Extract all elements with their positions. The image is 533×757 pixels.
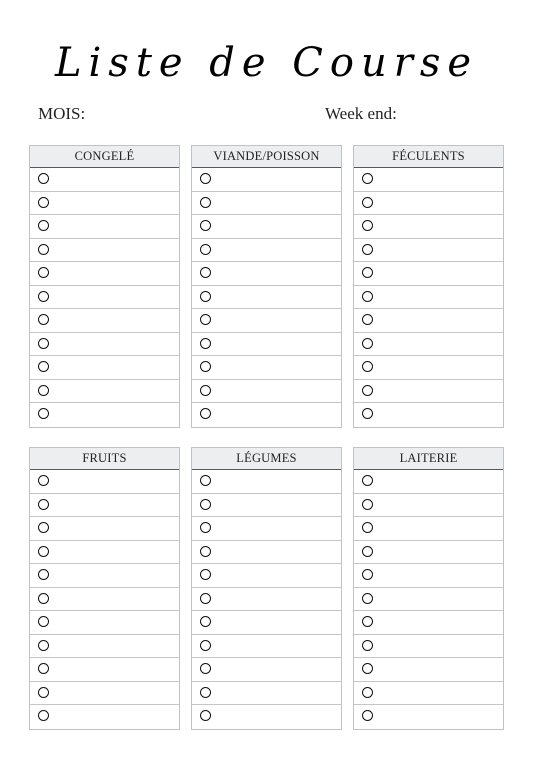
- checklist-row[interactable]: [354, 517, 503, 541]
- checkbox-circle-icon[interactable]: [38, 361, 49, 372]
- checklist-row[interactable]: [354, 682, 503, 706]
- checklist-row[interactable]: [192, 192, 341, 216]
- checklist-row[interactable]: [192, 333, 341, 357]
- checklist-row[interactable]: [30, 356, 179, 380]
- checkbox-circle-icon[interactable]: [38, 173, 49, 184]
- checklist-row[interactable]: [192, 564, 341, 588]
- checklist-legumes: [192, 470, 341, 729]
- checkbox-circle-icon[interactable]: [38, 197, 49, 208]
- checkbox-circle-icon[interactable]: [200, 267, 211, 278]
- checklist-row[interactable]: [30, 333, 179, 357]
- column-viande: [191, 145, 342, 428]
- checklist-row[interactable]: [30, 564, 179, 588]
- checklist-row[interactable]: [354, 494, 503, 518]
- checklist-row[interactable]: [192, 588, 341, 612]
- checkbox-circle-icon[interactable]: [38, 663, 49, 674]
- checklist-row[interactable]: [192, 541, 341, 565]
- checklist-row[interactable]: [192, 658, 341, 682]
- checklist-row[interactable]: [354, 564, 503, 588]
- checkbox-circle-icon[interactable]: [38, 569, 49, 580]
- checkbox-circle-icon[interactable]: [200, 244, 211, 255]
- checklist-row[interactable]: [30, 239, 179, 263]
- checkbox-circle-icon[interactable]: [38, 499, 49, 510]
- checkbox-circle-icon[interactable]: [362, 640, 373, 651]
- checkbox-circle-icon[interactable]: [362, 710, 373, 721]
- checkbox-circle-icon[interactable]: [362, 361, 373, 372]
- column-header-laiterie: LAITERIE: [354, 448, 503, 470]
- checklist-row[interactable]: [354, 168, 503, 192]
- checklist-row[interactable]: [354, 541, 503, 565]
- checkbox-circle-icon[interactable]: [38, 546, 49, 557]
- checklist-row[interactable]: [192, 635, 341, 659]
- checklist-row[interactable]: [354, 658, 503, 682]
- checkbox-circle-icon[interactable]: [38, 314, 49, 325]
- month-label: MOIS:: [38, 104, 86, 123]
- column-congele: [29, 145, 180, 428]
- checklist-row[interactable]: [30, 403, 179, 427]
- checklist-row[interactable]: [192, 611, 341, 635]
- column-header-fruits: FRUITS: [30, 448, 179, 470]
- checkbox-circle-icon[interactable]: [362, 408, 373, 419]
- checkbox-circle-icon[interactable]: [362, 663, 373, 674]
- checkbox-circle-icon[interactable]: [362, 338, 373, 349]
- checkbox-circle-icon[interactable]: [200, 220, 211, 231]
- checklist-row[interactable]: [192, 403, 341, 427]
- checkbox-circle-icon[interactable]: [200, 640, 211, 651]
- checklist-row[interactable]: [192, 494, 341, 518]
- checklist-row[interactable]: [192, 239, 341, 263]
- checklist-row[interactable]: [192, 309, 341, 333]
- checklist-row[interactable]: [354, 470, 503, 494]
- checkbox-circle-icon[interactable]: [362, 314, 373, 325]
- checklist-row[interactable]: [192, 517, 341, 541]
- checkbox-circle-icon[interactable]: [362, 569, 373, 580]
- checkbox-circle-icon[interactable]: [200, 687, 211, 698]
- checkbox-circle-icon[interactable]: [38, 291, 49, 302]
- column-legumes: [191, 447, 342, 730]
- checklist-row[interactable]: [192, 682, 341, 706]
- column-feculents: [353, 145, 504, 428]
- checkbox-circle-icon[interactable]: [38, 687, 49, 698]
- checkbox-circle-icon[interactable]: [200, 408, 211, 419]
- checklist-row[interactable]: [30, 470, 179, 494]
- checklist-row[interactable]: [30, 380, 179, 404]
- checkbox-circle-icon[interactable]: [362, 385, 373, 396]
- checkbox-circle-icon[interactable]: [38, 640, 49, 651]
- checkbox-circle-icon[interactable]: [362, 173, 373, 184]
- checkbox-circle-icon[interactable]: [362, 546, 373, 557]
- checklist-row[interactable]: [192, 470, 341, 494]
- checklist-row[interactable]: [30, 635, 179, 659]
- checklist-row[interactable]: [192, 705, 341, 729]
- checklist-row[interactable]: [192, 262, 341, 286]
- column-header-feculents: FÉCULENTS: [354, 146, 503, 168]
- checklist-row[interactable]: [354, 380, 503, 404]
- checklist-feculents: [354, 168, 503, 427]
- checklist-row[interactable]: [30, 494, 179, 518]
- checkbox-circle-icon[interactable]: [38, 616, 49, 627]
- checklist-row[interactable]: [354, 588, 503, 612]
- column-header-congele: CONGELÉ: [30, 146, 179, 168]
- week-label: Week end:: [325, 104, 397, 123]
- checkbox-circle-icon[interactable]: [200, 338, 211, 349]
- checklist-row[interactable]: [354, 705, 503, 729]
- checkbox-circle-icon[interactable]: [200, 291, 211, 302]
- checklist-row[interactable]: [30, 517, 179, 541]
- checklist-row[interactable]: [192, 356, 341, 380]
- checklist-row[interactable]: [30, 192, 179, 216]
- checklist-row[interactable]: [30, 286, 179, 310]
- checklist-row[interactable]: [192, 286, 341, 310]
- checkbox-circle-icon[interactable]: [200, 569, 211, 580]
- checkbox-circle-icon[interactable]: [200, 663, 211, 674]
- checkbox-circle-icon[interactable]: [200, 593, 211, 604]
- checkbox-circle-icon[interactable]: [38, 593, 49, 604]
- checkbox-circle-icon[interactable]: [362, 522, 373, 533]
- checkbox-circle-icon[interactable]: [200, 314, 211, 325]
- column-fruits: [29, 447, 180, 730]
- checklist-row[interactable]: [354, 215, 503, 239]
- checkbox-circle-icon[interactable]: [200, 546, 211, 557]
- checklist-row[interactable]: [354, 286, 503, 310]
- checklist-fruits: [30, 470, 179, 729]
- checklist-row[interactable]: [30, 541, 179, 565]
- checkbox-circle-icon[interactable]: [38, 338, 49, 349]
- checkbox-circle-icon[interactable]: [200, 197, 211, 208]
- checklist-row[interactable]: [30, 682, 179, 706]
- checkbox-circle-icon[interactable]: [38, 244, 49, 255]
- checkbox-circle-icon[interactable]: [200, 361, 211, 372]
- checklist-row[interactable]: [30, 309, 179, 333]
- checkbox-circle-icon[interactable]: [38, 710, 49, 721]
- checkbox-circle-icon[interactable]: [362, 244, 373, 255]
- checklist-viande: [192, 168, 341, 427]
- checkbox-circle-icon[interactable]: [38, 475, 49, 486]
- checkbox-circle-icon[interactable]: [362, 687, 373, 698]
- checklist-row[interactable]: [30, 168, 179, 192]
- checkbox-circle-icon[interactable]: [362, 593, 373, 604]
- checklist-row[interactable]: [30, 611, 179, 635]
- checklist-row[interactable]: [354, 635, 503, 659]
- checkbox-circle-icon[interactable]: [200, 173, 211, 184]
- checkbox-circle-icon[interactable]: [362, 616, 373, 627]
- checklist-row[interactable]: [354, 239, 503, 263]
- checklist-row[interactable]: [354, 333, 503, 357]
- checkbox-circle-icon[interactable]: [38, 220, 49, 231]
- column-header-viande: VIANDE/POISSON: [192, 146, 341, 168]
- checklist-congele: [30, 168, 179, 427]
- checklist-row[interactable]: [30, 705, 179, 729]
- checklist-row[interactable]: [30, 262, 179, 286]
- checkbox-circle-icon[interactable]: [200, 616, 211, 627]
- checklist-row[interactable]: [354, 192, 503, 216]
- checkbox-circle-icon[interactable]: [38, 267, 49, 278]
- checklist-row[interactable]: [30, 658, 179, 682]
- checklist-row[interactable]: [192, 215, 341, 239]
- checklist-row[interactable]: [354, 356, 503, 380]
- checkbox-circle-icon[interactable]: [200, 385, 211, 396]
- checklist-row[interactable]: [192, 168, 341, 192]
- checkbox-circle-icon[interactable]: [362, 475, 373, 486]
- checklist-row[interactable]: [30, 215, 179, 239]
- column-laiterie: [353, 447, 504, 730]
- checklist-row[interactable]: [192, 380, 341, 404]
- checklist-row[interactable]: [354, 262, 503, 286]
- checkbox-circle-icon[interactable]: [362, 499, 373, 510]
- checklist-row[interactable]: [354, 309, 503, 333]
- checkbox-circle-icon[interactable]: [362, 267, 373, 278]
- checklist-row[interactable]: [354, 611, 503, 635]
- checkbox-circle-icon[interactable]: [362, 291, 373, 302]
- checkbox-circle-icon[interactable]: [200, 710, 211, 721]
- checkbox-circle-icon[interactable]: [362, 197, 373, 208]
- column-header-legumes: LÉGUMES: [192, 448, 341, 470]
- checkbox-circle-icon[interactable]: [38, 522, 49, 533]
- checkbox-circle-icon[interactable]: [200, 522, 211, 533]
- checkbox-circle-icon[interactable]: [38, 408, 49, 419]
- checkbox-circle-icon[interactable]: [200, 475, 211, 486]
- checkbox-circle-icon[interactable]: [200, 499, 211, 510]
- checkbox-circle-icon[interactable]: [362, 220, 373, 231]
- checklist-laiterie: [354, 470, 503, 729]
- page-title: Liste de Course: [54, 40, 479, 86]
- checkbox-circle-icon[interactable]: [38, 385, 49, 396]
- checklist-row[interactable]: [30, 588, 179, 612]
- checklist-row[interactable]: [354, 403, 503, 427]
